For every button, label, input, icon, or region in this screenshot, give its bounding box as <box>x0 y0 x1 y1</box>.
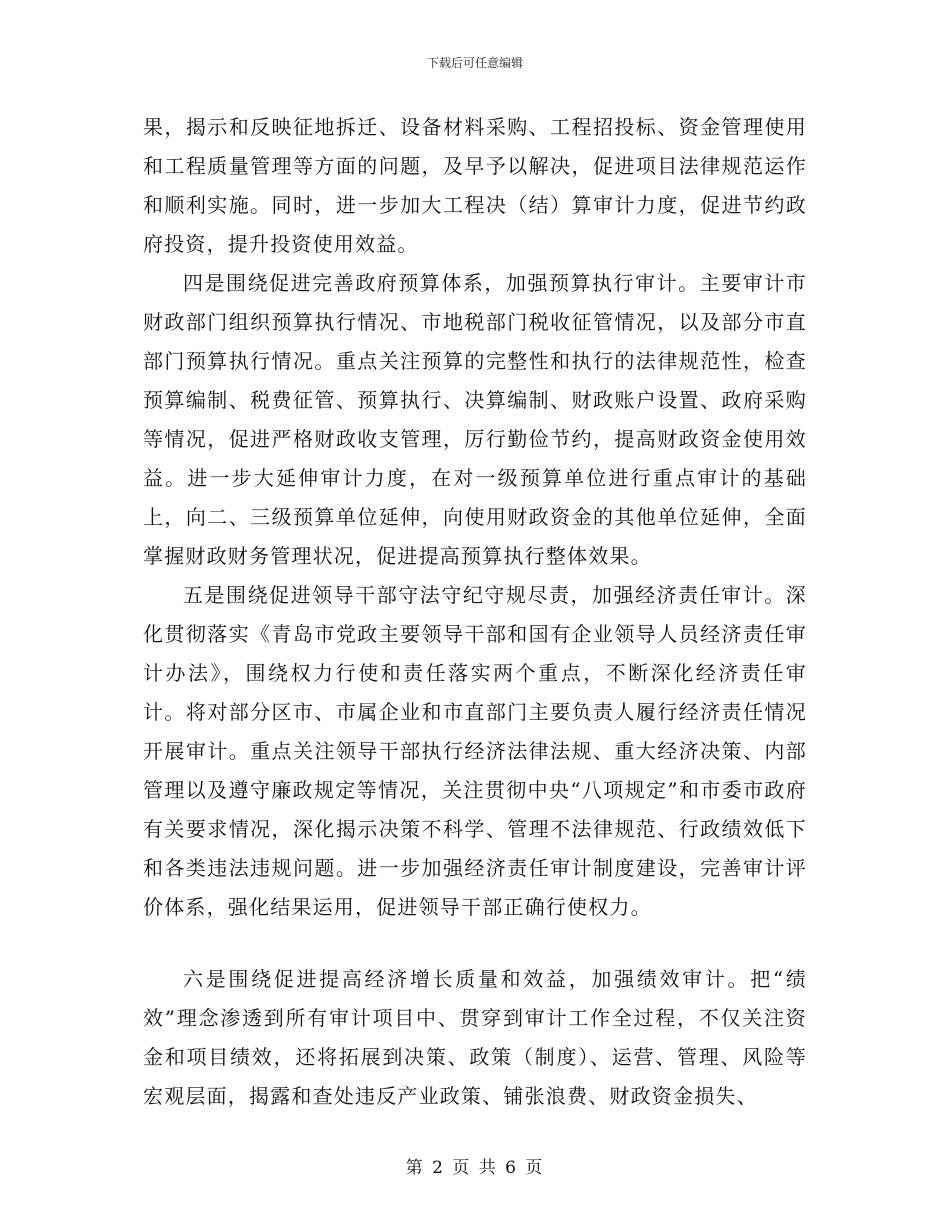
document-body <box>143 108 807 1116</box>
page-header-note: 下载后可任意编辑 <box>426 56 523 70</box>
paragraph-performance-audit: 六是围绕促进提高经济增长质量和效益，加强绩效审计。把“绩效”理念渗透到所有审计项目中、贯穿到审计工作全过程，不仅关注资金和项目绩效，还将拓展到决策、政策（制度）、运营、管理、风险等宏观层面，揭露和查处违反产业政策、铺张浪费、财政资金损失、 <box>143 967 807 1108</box>
paragraph-budget-audit: 四是围绕促进完善政府预算体系，加强预算执行审计。主要审计市财政部门组织预算执行情况、市地税部门税收征管情况，以及部分市直部门预算执行情况。重点关注预算的完整性和执行的法律规范性，检查预算编制、税费征管、预算执行、决算编制、财政账户设置、政府采购等情况，促进严格财政收支管理，厉行勤俭节约，提高财政资金使用效益。进一步大延伸审计力度，在对一级预算单位进行重点审计的基础上，向二、三级预算单位延伸，向使用财政资金的其他单位延伸，全面掌握财政财务管理状况，促进提高预算执行整体效果。 <box>143 271 807 568</box>
page-number-footer: 第 2 页 共 6 页 <box>405 1158 545 1178</box>
paragraph-economic-responsibility-audit: 五是围绕促进领导干部守法守纪守规尽责，加强经济责任审计。深化贯彻落实《青岛市党政主要领导干部和国有企业领导人员经济责任审计办法》，围绕权力行使和责任落实两个重点，不断深化经济责任审计。将对部分区市、市属企业和市直部门主要负责人履行经济责任情况开展审计。重点关注领导干部执行经济法律法规、重大经济决策、内部管理以及遵守廉政规定等情况，关注贯彻中央“八项规定”和市委市政府有关要求情况，深化揭示决策不科学、管理不法律规范、行政绩效低下和各类违法违规问题。进一步加强经济责任审计制度建设，完善审计评价体系，强化结果运用，促进领导干部正确行使权力。 <box>143 583 807 919</box>
paragraph-continued: 果，揭示和反映征地拆迁、设备材料采购、工程招投标、资金管理使用和工程质量管理等方面的问题，及早予以解决，促进项目法律规范运作和顺利实施。同时，进一步加大工程决（结）算审计力度，促进节约政府投资，提升投资使用效益。 <box>143 115 807 256</box>
